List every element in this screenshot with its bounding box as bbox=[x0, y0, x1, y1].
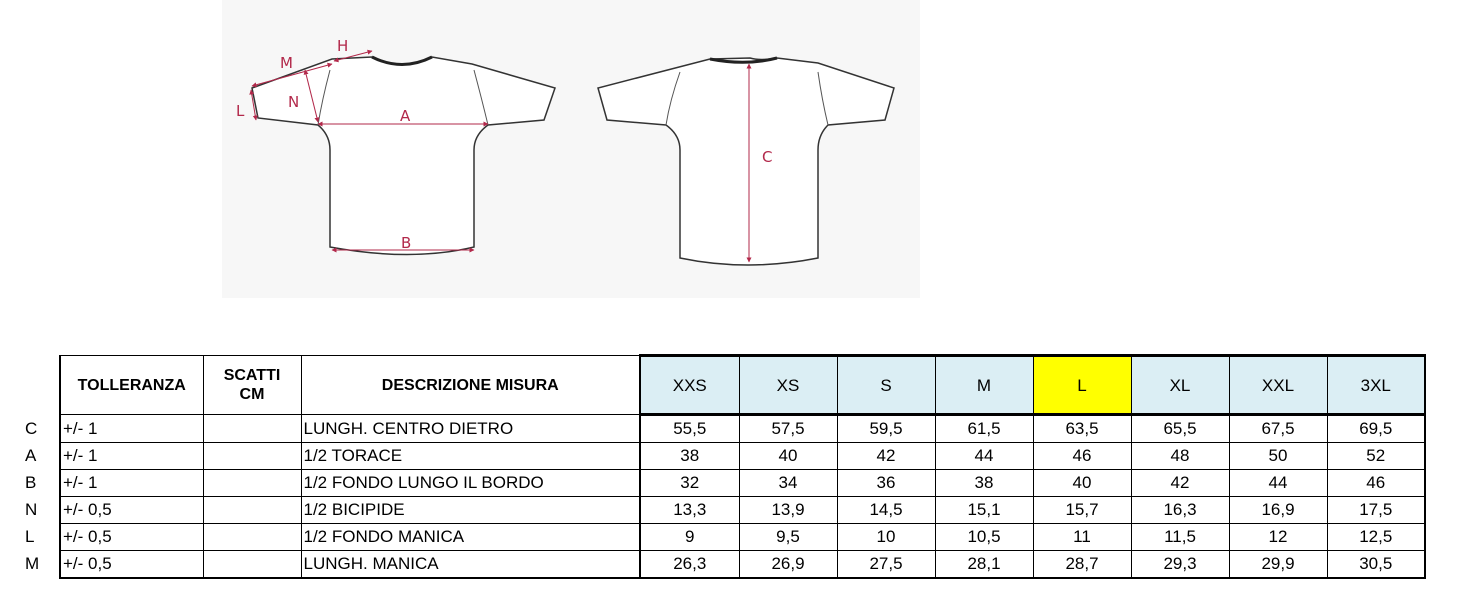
size-chart-table bbox=[0, 354, 1426, 579]
row-letter: N bbox=[0, 497, 60, 524]
value-cell: 40 bbox=[1033, 470, 1131, 497]
description-header: DESCRIZIONE MISURA bbox=[301, 356, 640, 415]
value-cell: 26,9 bbox=[739, 551, 837, 579]
size-header-xs: XS bbox=[739, 356, 837, 415]
value-cell: 13,9 bbox=[739, 497, 837, 524]
value-cell: 52 bbox=[1327, 443, 1425, 470]
value-cell: 14,5 bbox=[837, 497, 935, 524]
value-cell: 42 bbox=[1131, 470, 1229, 497]
value-cell: 12 bbox=[1229, 524, 1327, 551]
table-row bbox=[0, 524, 1425, 551]
value-cell: 46 bbox=[1033, 443, 1131, 470]
row-letter: B bbox=[0, 470, 60, 497]
value-cell: 13,3 bbox=[640, 497, 739, 524]
value-cell: 15,7 bbox=[1033, 497, 1131, 524]
table-header-row bbox=[0, 356, 1425, 415]
value-cell: 55,5 bbox=[640, 415, 739, 443]
steps-cell bbox=[203, 524, 301, 551]
tolerance-cell: +/- 1 bbox=[60, 470, 203, 497]
table-row bbox=[0, 497, 1425, 524]
value-cell: 67,5 bbox=[1229, 415, 1327, 443]
label-a: A bbox=[400, 107, 411, 125]
table-row bbox=[0, 470, 1425, 497]
value-cell: 34 bbox=[739, 470, 837, 497]
label-m: M bbox=[280, 54, 293, 72]
tolerance-header: TOLLERANZA bbox=[60, 356, 203, 415]
value-cell: 16,3 bbox=[1131, 497, 1229, 524]
value-cell: 9,5 bbox=[739, 524, 837, 551]
steps-cell bbox=[203, 551, 301, 579]
tshirt-front bbox=[236, 37, 555, 255]
letter-column-header bbox=[0, 356, 60, 415]
size-chart bbox=[0, 354, 1426, 579]
value-cell: 26,3 bbox=[640, 551, 739, 579]
value-cell: 28,7 bbox=[1033, 551, 1131, 579]
value-cell: 10 bbox=[837, 524, 935, 551]
table-row bbox=[0, 551, 1425, 579]
steps-header bbox=[203, 356, 301, 415]
description-cell: 1/2 FONDO LUNGO IL BORDO bbox=[301, 470, 640, 497]
size-header-m: M bbox=[935, 356, 1033, 415]
value-cell: 61,5 bbox=[935, 415, 1033, 443]
tolerance-cell: +/- 1 bbox=[60, 443, 203, 470]
value-cell: 10,5 bbox=[935, 524, 1033, 551]
value-cell: 28,1 bbox=[935, 551, 1033, 579]
value-cell: 36 bbox=[837, 470, 935, 497]
value-cell: 15,1 bbox=[935, 497, 1033, 524]
value-cell: 29,3 bbox=[1131, 551, 1229, 579]
row-letter: C bbox=[0, 415, 60, 443]
value-cell: 29,9 bbox=[1229, 551, 1327, 579]
value-cell: 40 bbox=[739, 443, 837, 470]
value-cell: 50 bbox=[1229, 443, 1327, 470]
value-cell: 69,5 bbox=[1327, 415, 1425, 443]
row-letter: L bbox=[0, 524, 60, 551]
label-h: H bbox=[337, 37, 349, 55]
label-c: C bbox=[762, 148, 773, 166]
value-cell: 46 bbox=[1327, 470, 1425, 497]
description-cell: LUNGH. MANICA bbox=[301, 551, 640, 579]
steps-cell bbox=[203, 470, 301, 497]
value-cell: 27,5 bbox=[837, 551, 935, 579]
label-n: N bbox=[288, 93, 300, 111]
size-header-xxs: XXS bbox=[640, 356, 739, 415]
value-cell: 12,5 bbox=[1327, 524, 1425, 551]
tolerance-cell: +/- 0,5 bbox=[60, 497, 203, 524]
value-cell: 65,5 bbox=[1131, 415, 1229, 443]
value-cell: 44 bbox=[935, 443, 1033, 470]
size-header-xl: XL bbox=[1131, 356, 1229, 415]
value-cell: 11,5 bbox=[1131, 524, 1229, 551]
size-header-s: S bbox=[837, 356, 935, 415]
row-letter: A bbox=[0, 443, 60, 470]
garment-diagram bbox=[222, 0, 920, 298]
value-cell: 16,9 bbox=[1229, 497, 1327, 524]
value-cell: 30,5 bbox=[1327, 551, 1425, 579]
value-cell: 32 bbox=[640, 470, 739, 497]
row-letter: M bbox=[0, 551, 60, 579]
size-header-3xl: 3XL bbox=[1327, 356, 1425, 415]
value-cell: 44 bbox=[1229, 470, 1327, 497]
table-row bbox=[0, 415, 1425, 443]
tshirt-back bbox=[598, 58, 894, 265]
description-cell: 1/2 FONDO MANICA bbox=[301, 524, 640, 551]
value-cell: 17,5 bbox=[1327, 497, 1425, 524]
description-cell: LUNGH. CENTRO DIETRO bbox=[301, 415, 640, 443]
description-cell: 1/2 TORACE bbox=[301, 443, 640, 470]
value-cell: 59,5 bbox=[837, 415, 935, 443]
value-cell: 42 bbox=[837, 443, 935, 470]
steps-header-line2: CM bbox=[239, 386, 265, 403]
tolerance-cell: +/- 0,5 bbox=[60, 524, 203, 551]
label-b: B bbox=[401, 234, 412, 252]
tolerance-cell: +/- 1 bbox=[60, 415, 203, 443]
steps-cell bbox=[203, 497, 301, 524]
value-cell: 63,5 bbox=[1033, 415, 1131, 443]
tolerance-cell: +/- 0,5 bbox=[60, 551, 203, 579]
value-cell: 11 bbox=[1033, 524, 1131, 551]
value-cell: 9 bbox=[640, 524, 739, 551]
value-cell: 57,5 bbox=[739, 415, 837, 443]
size-header-l: L bbox=[1033, 356, 1131, 415]
label-l: L bbox=[236, 102, 245, 120]
table-row bbox=[0, 443, 1425, 470]
steps-cell bbox=[203, 443, 301, 470]
tshirt-measurement-svg bbox=[222, 0, 920, 298]
value-cell: 38 bbox=[935, 470, 1033, 497]
steps-header-line1: SCATTI bbox=[223, 367, 281, 384]
size-header-xxl: XXL bbox=[1229, 356, 1327, 415]
value-cell: 48 bbox=[1131, 443, 1229, 470]
value-cell: 38 bbox=[640, 443, 739, 470]
steps-cell bbox=[203, 415, 301, 443]
description-cell: 1/2 BICIPIDE bbox=[301, 497, 640, 524]
